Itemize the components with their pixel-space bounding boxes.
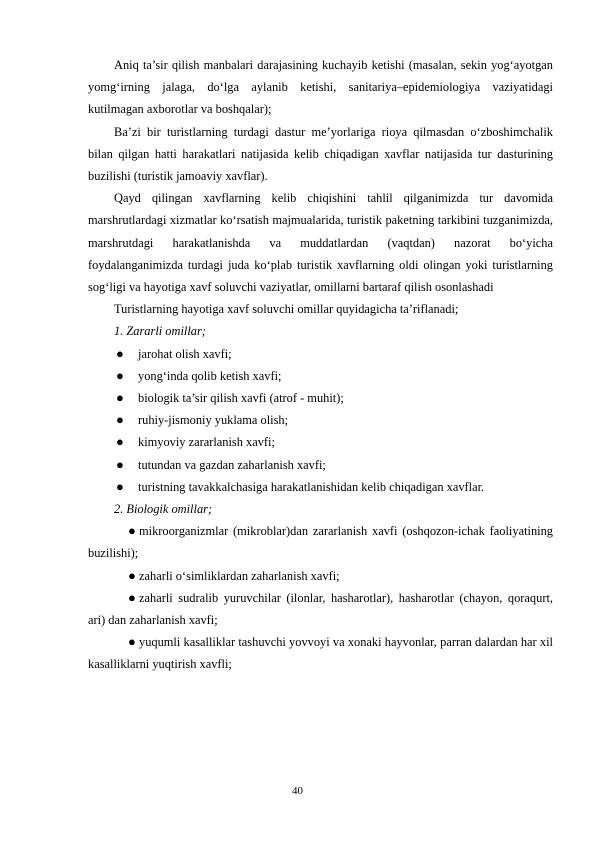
- bullet-icon: ●: [116, 345, 124, 361]
- section-heading: 2. Biologik omillar;: [114, 502, 213, 517]
- bullet-icon: ●: [116, 456, 124, 472]
- bullet-icon: ●: [128, 523, 136, 539]
- bullet-icon: ●: [116, 367, 124, 383]
- bullet-icon: ●: [116, 412, 124, 428]
- bullet-icon: ●: [128, 589, 136, 605]
- list-item: ● zaharli sudralib yuruvchilar (ilonlar, hasharotlar), hasharotlar (chayon, qoraqurt, ari) dan zaharlanish xavfi;: [88, 587, 553, 631]
- list-item: ● biologik ta’sir qilish xavfi (atrof - muhit);: [88, 387, 553, 409]
- list-item: ● ruhiy-jismoniy yuklama olish;: [88, 409, 553, 431]
- list-item: ● mikroorganizmlar (mikroblar)dan zararlanish xavfi (oshqozon-ichak faoliyatining buzilishi);: [88, 520, 553, 564]
- section-heading: 1. Zararli omillar;: [114, 324, 206, 339]
- list-item: ● yuqumli kasalliklar tashuvchi yovvoyi va xonaki hayvonlar, parran dalardan har xil kasalliklarni yuqtirish xavfli;: [88, 631, 553, 675]
- page-number: 40: [292, 785, 303, 797]
- bullet-icon: ●: [116, 478, 124, 494]
- list-item: ● tutundan va gazdan zaharlanish xavfi;: [88, 454, 553, 476]
- document-page: [88, 54, 553, 676]
- bullet-icon: ●: [116, 434, 124, 450]
- list-item: ● turistning tavakkalchasiga harakatlanishidan kelib chiqadigan xavflar.: [88, 476, 553, 498]
- list-item: ● kimyoviy zararlanish xavfi;: [88, 431, 553, 453]
- bullet-icon: ●: [128, 567, 136, 583]
- paragraph: Turistlarning hayotiga xavf soluvchi omillar quyidagicha ta’riflanadi;: [114, 302, 459, 317]
- paragraph: Qayd qilingan xavflarning kelib chiqishini tahlil qilganimizda tur davomida marshrutlardagi xizmatlar ko‘rsatish majmualarida, turistik paketning tarkibini tuzganimizda, marshrutdagi harakatlanishda va muddatlardan (vaqtdan) nazorat bo‘yicha foydalanganimizda turdagi juda ko‘plab turistik xavflarning oldi olingan yoki turistlarning sog‘ligi va hayotiga xavf soluvchi vaziyatlar, omillarni bartaraf qilish osonlashadi: [88, 191, 553, 295]
- paragraph: Ba’zi bir turistlarning turdagi dastur me’yorlariga rioya qilmasdan o‘zboshimchalik bilan qilgan hatti harakatlari natijasida kelib chiqadigan xavflar natijasida tur dasturining buzilishi (turistik jamoaviy xavflar).: [88, 124, 553, 184]
- paragraph: Aniq ta’sir qilish manbalari darajasining kuchayib ketishi (masalan, sekin yog‘ayotgan yomg‘irning jalaga, do‘lga aylanib ketishi, sanitariya–epidemiologiya vaziyatidagi kutilmagan axborotlar va boshqalar);: [88, 58, 553, 117]
- list-item: ● zaharli o‘simliklardan zaharlanish xavfi;: [88, 565, 553, 587]
- bullet-icon: ●: [116, 390, 124, 406]
- list-item: ● jarohat olish xavfi;: [88, 343, 553, 365]
- list-item: ● yong‘inda qolib ketish xavfi;: [88, 365, 553, 387]
- bullet-icon: ●: [128, 634, 136, 650]
